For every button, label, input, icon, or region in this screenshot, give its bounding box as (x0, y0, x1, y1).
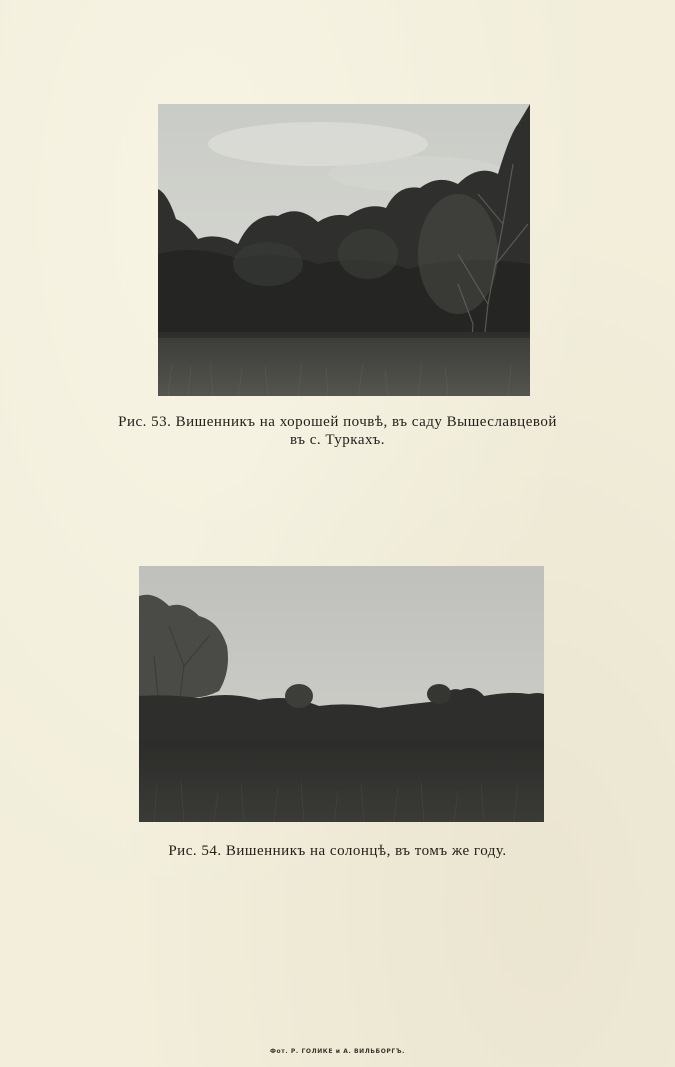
figure-53-photo (158, 104, 530, 396)
orchard-good-soil-image (158, 104, 530, 396)
printer-imprint: Фот. Р. ГОЛИКЕ и А. ВИЛЬБОРГЪ. (270, 1048, 405, 1055)
figure-54-caption (0, 842, 675, 860)
figure-53-caption-line-1: Рис. 53. Вишенникъ на хорошей почвѣ, въ саду Вышеславцевой (118, 414, 557, 430)
figure-54-caption-line-1: Рис. 54. Вишенникъ на солонцѣ, въ томъ же году. (168, 843, 507, 859)
figure-53-caption-line-2: въ с. Туркахъ. (290, 432, 385, 448)
figure-53-caption (0, 413, 675, 449)
figure-54-photo (139, 566, 544, 822)
orchard-saline-soil-image (139, 566, 544, 822)
